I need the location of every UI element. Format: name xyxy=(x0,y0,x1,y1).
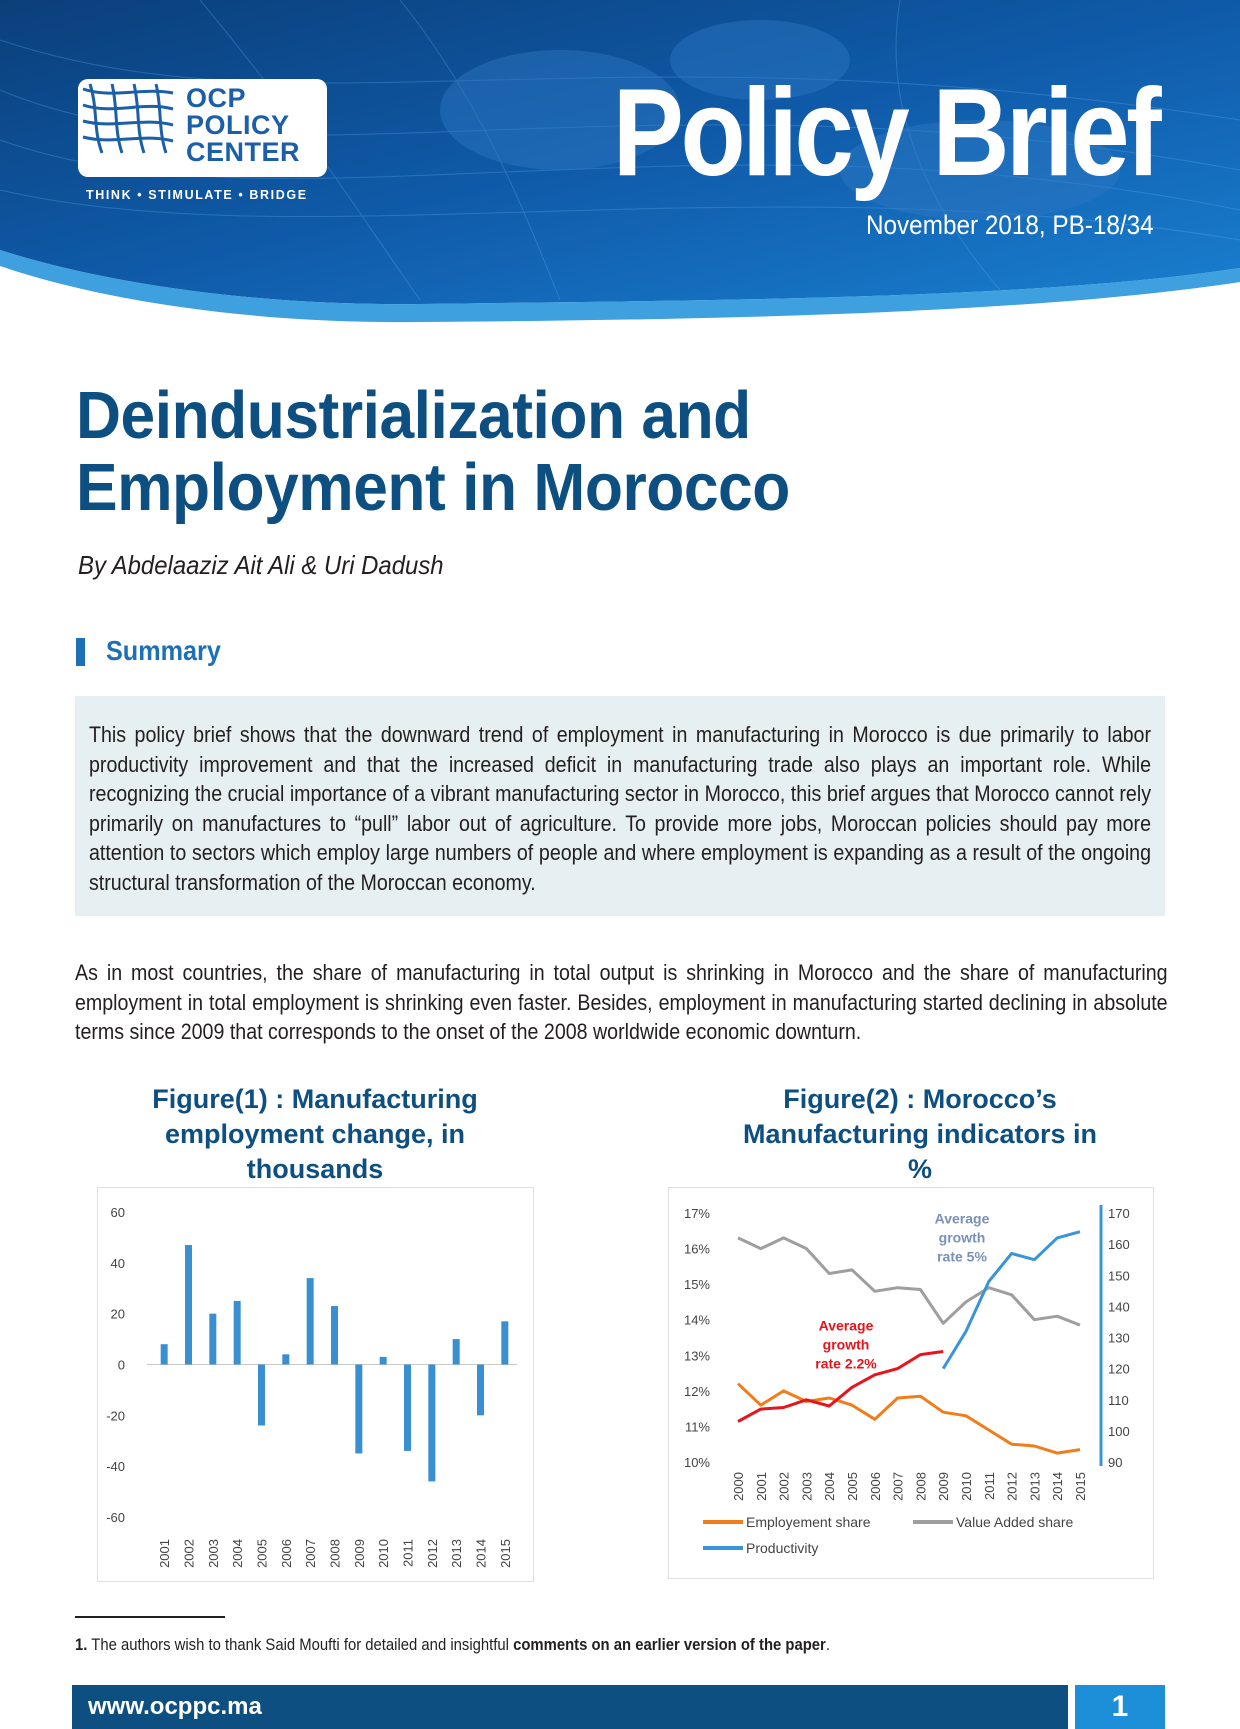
chart2-legend-label: Productivity xyxy=(746,1540,819,1556)
chart1-xtick-label: 2009 xyxy=(351,1539,367,1568)
logo-text-ocp: OCP xyxy=(186,83,247,113)
chart2-xtick-label: 2013 xyxy=(1027,1472,1043,1501)
chart1-ytick-label: 40 xyxy=(110,1255,125,1271)
chart2-left-ytick-label: 14% xyxy=(683,1312,710,1328)
summary-text: This policy brief shows that the downward trend of employment in manufacturing in Morocco is due primarily to labor productivity improvement and that the increased deficit in manufacturing trade also plays an important role. While recognizing the crucial importance of a vibrant manufacturing sector in Morocco, this brief argues that Morocco cannot rely primarily on manufactures to “pull” labor out of agriculture. To provide more jobs, Moroccan policies should pay more attention to sectors which employ large numbers of people and where employment is expanding as a result of the ongoing structural transformation of the Moroccan economy. xyxy=(89,722,1151,895)
chart2-right-ytick-label: 170 xyxy=(1108,1206,1130,1221)
chart2-right-ytick-label: 100 xyxy=(1108,1423,1130,1439)
chart2-xtick-label: 2009 xyxy=(936,1472,952,1501)
chart1-xtick-label: 2011 xyxy=(400,1539,416,1567)
chart1-bar xyxy=(282,1354,289,1364)
body-paragraph: As in most countries, the share of manufacturing in total output is shrinking in Morocco and the share of manufacturing employment in total employment is shrinking even faster. Besides, employment in manufacturing started declining in absolute terms since 2009 that corresponds to the onset of the 2008 worldwide economic downturn. xyxy=(75,960,1168,1044)
chart2-annotation-text: Average xyxy=(934,1210,990,1227)
chart1-bar xyxy=(161,1344,168,1364)
chart2-xtick-label: 2006 xyxy=(867,1472,883,1501)
chart2-left-ytick-label: 17% xyxy=(683,1206,710,1221)
chart2-right-ytick-label: 160 xyxy=(1108,1237,1130,1253)
footnote-bold-text: comments on an earlier version of the paper xyxy=(513,1636,826,1654)
chart1-xtick-label: 2014 xyxy=(473,1539,489,1568)
chart1-bar xyxy=(331,1306,338,1364)
chart1-bar xyxy=(355,1365,362,1454)
figure2-line-chart xyxy=(668,1187,1154,1579)
chart2-left-ytick-label: 13% xyxy=(683,1348,710,1364)
chart1-xtick-label: 2004 xyxy=(230,1539,246,1568)
chart2-left-ytick-label: 10% xyxy=(683,1455,710,1470)
chart2-annotation-text: growth xyxy=(938,1229,986,1246)
chart1-xtick-label: 2001 xyxy=(157,1539,173,1568)
chart2-xtick-label: 2005 xyxy=(845,1472,860,1501)
chart2-right-ytick-label: 110 xyxy=(1108,1392,1129,1408)
chart1-bar xyxy=(404,1365,411,1451)
footnote-text: The authors wish to thank Said Moufti for detailed and insightful xyxy=(87,1636,514,1654)
header-banner xyxy=(0,0,1240,340)
chart2-xtick-label: 2010 xyxy=(959,1472,974,1501)
chart2-xtick-label: 2008 xyxy=(913,1472,929,1501)
page-number: 1 xyxy=(1111,1690,1129,1723)
chart1-bar xyxy=(258,1365,265,1426)
logo-mesh-icon xyxy=(78,79,178,157)
chart1-xtick-label: 2005 xyxy=(254,1539,270,1568)
chart1-xtick-label: 2002 xyxy=(181,1539,197,1568)
chart1-ytick-label: 20 xyxy=(110,1306,125,1322)
document-title: Deindustrialization and Employment in Morocco xyxy=(76,378,790,525)
chart2-right-ytick-label: 120 xyxy=(1108,1361,1130,1377)
chart2-xtick-label: 2007 xyxy=(890,1472,906,1501)
chart2-left-ytick-label: 16% xyxy=(683,1241,710,1257)
footnote-divider xyxy=(75,1616,225,1618)
chart1-xtick-label: 2006 xyxy=(278,1539,294,1568)
chart2-annotation-text: Average xyxy=(818,1317,874,1334)
chart1-xtick-label: 2015 xyxy=(497,1539,513,1568)
chart2-left-ytick-label: 15% xyxy=(683,1277,710,1293)
chart2-legend-label: Employement share xyxy=(746,1514,871,1530)
logo-text-center: CENTER xyxy=(186,137,301,167)
chart1-xtick-label: 2008 xyxy=(327,1539,343,1568)
chart1-xtick-label: 2012 xyxy=(424,1539,440,1568)
figure1-bar-chart xyxy=(97,1187,534,1582)
chart1-bar xyxy=(477,1365,484,1416)
chart1-frame xyxy=(98,1188,534,1582)
footnote-number: 1. xyxy=(75,1636,88,1654)
chart1-bar xyxy=(209,1314,216,1365)
footnote xyxy=(75,1636,830,1655)
chart1-bar xyxy=(185,1245,192,1364)
figure1-title: Figure(1) : Manufacturing employment change, in thousands xyxy=(152,1084,478,1184)
chart1-ytick-label: -20 xyxy=(106,1408,125,1424)
chart2-left-ytick-label: 11% xyxy=(684,1419,710,1435)
chart2-xtick-label: 2004 xyxy=(822,1472,838,1501)
chart2-xtick-label: 2014 xyxy=(1050,1472,1066,1501)
summary-heading: Summary xyxy=(106,635,221,666)
chart2-right-ytick-label: 150 xyxy=(1108,1268,1130,1284)
chart2-legend-label: Value Added share xyxy=(956,1514,1074,1530)
chart1-bar xyxy=(380,1357,387,1365)
chart1-xtick-label: 2010 xyxy=(376,1539,392,1568)
logo-tagline: THINK • STIMULATE • BRIDGE xyxy=(86,188,308,202)
chart2-annotation-text: growth xyxy=(822,1336,870,1353)
chart1-bar xyxy=(307,1278,314,1364)
chart2-xtick-label: 2001 xyxy=(753,1472,769,1501)
chart2-right-ytick-label: 90 xyxy=(1108,1455,1123,1470)
chart2-right-ytick-label: 130 xyxy=(1108,1330,1130,1346)
chart2-xtick-label: 2015 xyxy=(1073,1472,1088,1501)
chart1-bar xyxy=(234,1301,241,1365)
chart1-ytick-label: 0 xyxy=(117,1357,125,1373)
chart2-xtick-label: 2012 xyxy=(1004,1472,1020,1501)
chart1-ytick-label: 60 xyxy=(110,1205,125,1220)
chart2-annotation-text: rate 5% xyxy=(937,1248,987,1265)
chart1-bar xyxy=(501,1321,508,1364)
chart2-xtick-label: 2000 xyxy=(731,1472,746,1501)
figure2-title: Figure(2) : Morocco’s Manufacturing indicators in % xyxy=(742,1084,1098,1184)
chart1-ytick-label: -40 xyxy=(106,1459,125,1475)
footnote-end: . xyxy=(825,1636,830,1654)
chart2-xtick-label: 2002 xyxy=(776,1472,792,1501)
logo xyxy=(78,79,327,177)
chart1-bar xyxy=(428,1365,435,1482)
chart2-xtick-label: 2003 xyxy=(799,1472,815,1501)
chart2-frame xyxy=(669,1188,1154,1579)
brief-date-reference: November 2018, PB-18/34 xyxy=(866,210,1154,240)
chart1-xtick-label: 2003 xyxy=(205,1539,221,1568)
chart1-xtick-label: 2013 xyxy=(449,1539,465,1568)
chart2-xtick-label: 2011 xyxy=(981,1472,997,1500)
chart1-ytick-label: -60 xyxy=(106,1510,125,1525)
chart2-annotation-text: rate 2.2% xyxy=(815,1355,877,1372)
footer-website-link[interactable]: www.ocppc.ma xyxy=(88,1693,262,1720)
chart1-xtick-label: 2007 xyxy=(303,1539,319,1568)
summary-marker xyxy=(76,638,85,666)
series-title: Policy Brief xyxy=(612,64,1158,202)
logo-text-policy: POLICY xyxy=(186,110,290,140)
chart1-bar xyxy=(453,1339,460,1364)
chart2-left-ytick-label: 12% xyxy=(683,1383,710,1399)
chart2-right-ytick-label: 140 xyxy=(1108,1299,1130,1315)
authors-byline: By Abdelaaziz Ait Ali & Uri Dadush xyxy=(78,550,444,580)
